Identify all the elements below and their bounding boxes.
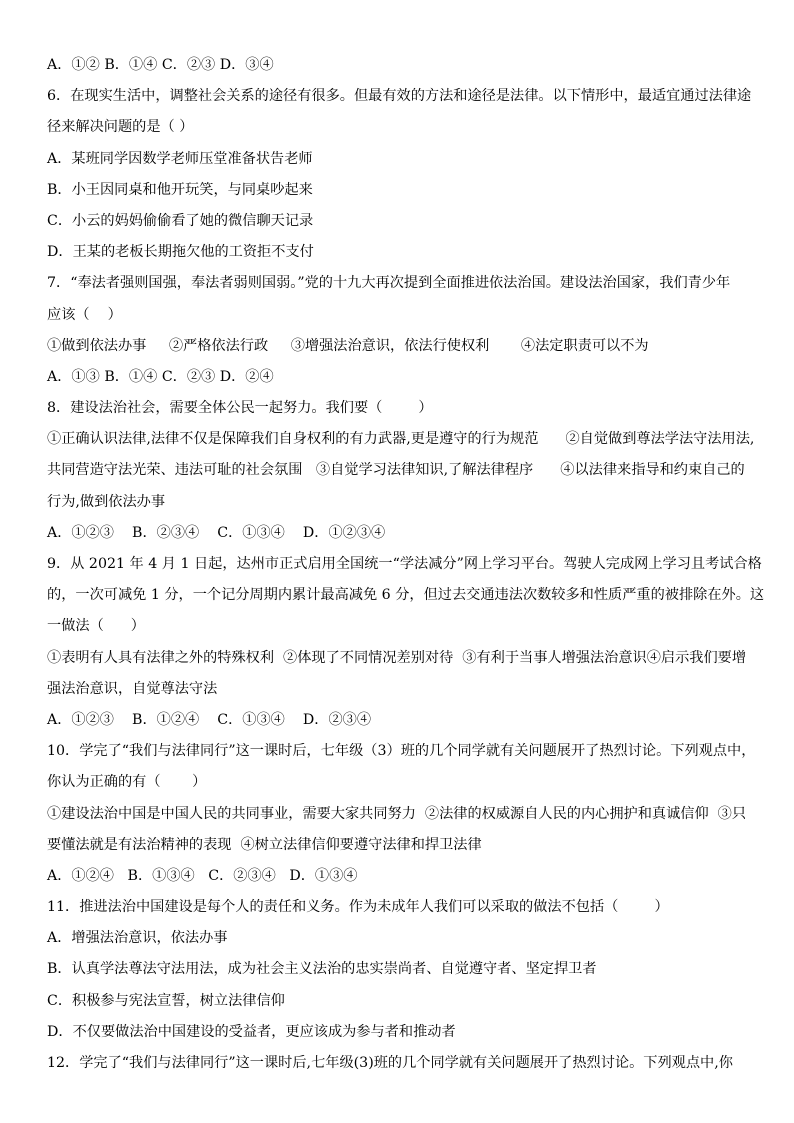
question-5-tail — [47, 50, 782, 81]
answer-option-a: A．增强法治意识，依法办事 — [47, 930, 228, 947]
answer-option-b: B．小王因同桌和他开玩笑，与同桌吵起来 — [47, 181, 313, 198]
question-stem-line: 8．建设法治社会，需要全体公民一起努力。我们要（ ） — [47, 400, 433, 417]
answer-option-a: A．某班同学因数学老师压堂准备状告老师 — [47, 150, 313, 167]
answer-options: A．①②④ B．①③④ C．②③④ D．①③④ — [47, 867, 358, 884]
question-10 — [47, 736, 782, 892]
answer-options: A．①②③ B．①②④ C．①③④ D．②③④ — [47, 711, 372, 728]
statement-line: ①做到依法办事 ②严格依法行政 ③增强法治意识，依法行使权利 ④法定职责可以不为 — [47, 337, 649, 354]
question-stem-line: 7．“奉法者强则国强，奉法者弱则国弱。”党的十九大再次提到全面推进依法治国。建设法治国家，我们青少年 — [47, 275, 731, 292]
question-stem-line: 一做法（ ） — [47, 618, 145, 635]
answer-option-c: C．小云的妈妈偷偷看了她的微信聊天记录 — [47, 212, 314, 229]
question-stem-line: 6．在现实生活中，调整社会关系的途径有很多。但最有效的方法和途径是法律。以下情形中，最适宜通过法律途 — [47, 88, 752, 105]
question-stem-line: 10．学完了“我们与法律同行”这一课时后，七年级（3）班的几个同学就有关问题展开了热烈讨论。下列观点中， — [47, 743, 756, 760]
page-content — [47, 50, 782, 1079]
answer-options: A．①② B．①④ C．②③ D．③④ — [47, 57, 274, 73]
answer-option-c: C．积极参与宪法宣誓，树立法律信仰 — [47, 992, 285, 1009]
statement-line: ①正确认识法律,法律不仅是保障我们自身权利的有力武器,更是遵守的行为规范 ②自觉做到尊法学法守法用法, — [47, 431, 755, 448]
statement-line: 要懂法就是有法治精神的表现 ④树立法律信仰要遵守法律和捍卫法律 — [47, 836, 482, 853]
question-7 — [47, 268, 782, 393]
answer-option-b: B．认真学法尊法守法用法，成为社会主义法治的忠实崇尚者、自觉遵守者、坚定捍卫者 — [47, 961, 597, 978]
question-6 — [47, 81, 782, 268]
question-stem-line: 11．推进法治中国建设是每个人的责任和义务。作为未成年人我们可以采取的做法不包括（ ） — [47, 899, 669, 916]
statement-line: 行为,做到依法办事 — [47, 493, 166, 510]
question-stem-line: 9．从 2021 年 4 月 1 日起，达州市正式启用全国统一“学法减分”网上学习平台。驾驶人完成网上学习且考试合格 — [47, 556, 762, 572]
question-8 — [47, 393, 782, 549]
question-stem-line: 径来解决问题的是（ ） — [47, 119, 194, 136]
statement-line: 共同营造守法光荣、违法可耻的社会氛围 ③自觉学习法律知识,了解法律程序 ④以法律来指导和约束自己的 — [47, 462, 745, 479]
question-stem-line: 你认为正确的有（ ） — [47, 774, 207, 791]
question-11 — [47, 892, 782, 1048]
question-stem-line: 应该（ ） — [47, 306, 122, 323]
answer-option-d: D．王某的老板长期拖欠他的工资拒不支付 — [47, 244, 314, 261]
question-stem-line: 的，一次可减免 1 分，一个记分周期内累计最高减免 6 分，但过去交通违法次数较多和性质严重的被排除在外。这 — [47, 587, 765, 604]
statement-line: ①表明有人具有法律之外的特殊权利 ②体现了不同情况差别对待 ③有利于当事人增强法治意识④启示我们要增 — [47, 649, 747, 666]
question-12 — [47, 1048, 782, 1079]
answer-options: A．①②③ B．②③④ C．①③④ D．①②③④ — [47, 524, 386, 541]
statement-line: 强法治意识，自觉尊法守法 — [47, 680, 218, 697]
question-stem-line: 12．学完了“我们与法律同行”这一课时后,七年级(3)班的几个同学就有关问题展开了热烈讨论。下列观点中,你 — [47, 1055, 733, 1071]
question-9 — [47, 549, 782, 736]
statement-line: ①建设法治中国是中国人民的共同事业，需要大家共同努力 ②法律的权威源自人民的内心拥护和真诚信仰 ③只 — [47, 805, 747, 822]
answer-options: A．①③ B．①④ C．②③ D．②④ — [47, 368, 274, 385]
answer-option-d: D．不仅要做法治中国建设的受益者，更应该成为参与者和推动者 — [47, 1023, 456, 1040]
